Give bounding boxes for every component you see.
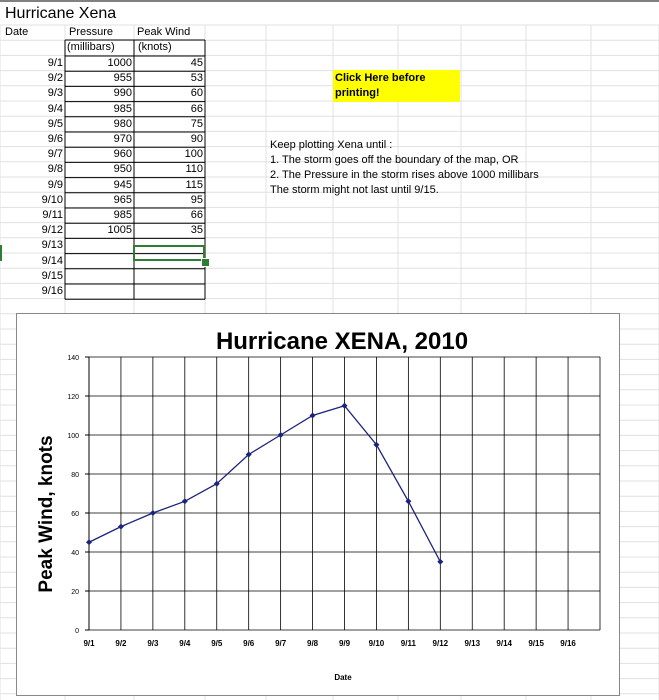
wind-cell[interactable]: 115 [185, 178, 203, 191]
x-tick-label: 9/13 [464, 639, 481, 648]
date-header: Date [5, 26, 29, 38]
y-tick-label: 0 [75, 628, 79, 635]
instruction-line: Keep plotting Xena until : [270, 139, 393, 151]
data-point [437, 559, 443, 565]
chart-y-axis-label: Peak Wind, knots [36, 435, 57, 593]
x-tick-label: 9/7 [275, 639, 287, 648]
selected-cell[interactable] [133, 245, 205, 261]
date-cell[interactable]: 9/7 [47, 148, 63, 161]
data-point [278, 432, 284, 438]
print-note-button[interactable] [333, 70, 460, 102]
y-tick-label: 20 [71, 589, 79, 596]
wind-cell[interactable] [135, 284, 203, 299]
date-cell[interactable]: 9/10 [41, 193, 63, 206]
instruction-line: The storm might not last until 9/15. [270, 184, 439, 196]
pressure-header: Pressure [69, 26, 114, 38]
pressure-cell[interactable]: 965 [113, 193, 132, 206]
date-cell[interactable]: 9/8 [47, 163, 63, 176]
date-cell[interactable]: 9/5 [47, 117, 63, 130]
series-line [89, 406, 440, 562]
wind-cell[interactable]: 66 [190, 209, 203, 221]
y-tick-label: 140 [67, 355, 79, 362]
data-point [182, 498, 188, 504]
pressure-cell[interactable] [66, 238, 132, 253]
fill-handle[interactable] [201, 258, 210, 267]
date-cell[interactable]: 9/4 [47, 102, 63, 115]
x-tick-label: 9/10 [368, 639, 385, 648]
print-note-line2: printing! [335, 87, 380, 99]
wind-cell[interactable]: 75 [190, 117, 203, 130]
data-point [150, 510, 156, 516]
x-tick-label: 9/15 [528, 639, 544, 648]
pressure-cell[interactable] [66, 269, 132, 284]
date-cell[interactable]: 9/15 [41, 269, 63, 282]
date-cell[interactable]: 9/2 [47, 72, 63, 85]
chart-title: Hurricane XENA, 2010 [215, 328, 469, 355]
x-tick-label: 9/5 [211, 639, 223, 648]
data-point [118, 524, 124, 530]
wind-cell[interactable]: 95 [190, 193, 203, 206]
date-cell[interactable]: 9/13 [41, 239, 63, 252]
wind-cell[interactable]: 110 [185, 163, 203, 176]
x-tick-label: 9/9 [338, 639, 351, 648]
x-tick-label: 9/14 [496, 639, 512, 648]
data-point [86, 539, 92, 545]
x-tick-label: 9/16 [560, 639, 576, 648]
print-note-line1: Click Here before [335, 72, 426, 84]
pressure-cell[interactable]: 985 [113, 209, 132, 221]
pressure-cell[interactable]: 980 [113, 117, 132, 130]
chart-object[interactable] [16, 313, 620, 696]
x-tick-label: 9/1 [83, 639, 95, 648]
pressure-cell[interactable]: 960 [113, 148, 132, 161]
wind-units: (knots) [138, 41, 172, 53]
date-cell[interactable]: 9/3 [47, 87, 63, 100]
data-point [405, 498, 411, 504]
pressure-cell[interactable]: 950 [113, 163, 132, 176]
x-tick-label: 9/4 [179, 639, 191, 648]
wind-cell[interactable]: 90 [190, 133, 203, 145]
pressure-units: (millibars) [67, 41, 115, 53]
pressure-cell[interactable]: 945 [113, 178, 132, 191]
wind-cell[interactable]: 100 [184, 148, 203, 161]
pressure-cell[interactable]: 1005 [107, 224, 132, 237]
wind-cell[interactable] [135, 269, 203, 284]
date-cell[interactable]: 9/1 [47, 57, 63, 69]
pressure-cell[interactable]: 985 [113, 102, 132, 115]
y-tick-label: 40 [71, 550, 79, 557]
wind-chart [17, 314, 619, 695]
instruction-line: 1. The storm goes off the boundary of the map, OR [270, 154, 519, 166]
wind-header: Peak Wind [137, 26, 191, 38]
date-cell[interactable]: 9/14 [41, 254, 63, 267]
date-cell[interactable]: 9/9 [47, 178, 63, 191]
y-tick-label: 80 [71, 472, 79, 479]
x-tick-label: 9/11 [400, 639, 416, 648]
y-tick-label: 100 [67, 433, 79, 440]
wind-cell[interactable]: 35 [190, 224, 203, 237]
pressure-cell[interactable]: 970 [113, 133, 132, 145]
sheet-title: Hurricane Xena [5, 5, 117, 22]
x-tick-label: 9/12 [432, 639, 449, 648]
date-cell[interactable]: 9/11 [42, 209, 63, 221]
wind-cell[interactable]: 53 [190, 72, 203, 85]
instructions [270, 138, 539, 198]
y-tick-label: 60 [71, 511, 79, 518]
y-tick-label: 120 [67, 394, 79, 401]
pressure-cell[interactable] [66, 284, 132, 299]
pressure-cell[interactable]: 990 [113, 87, 132, 100]
pressure-cell[interactable]: 1000 [107, 57, 132, 69]
active-row-marker [0, 245, 2, 261]
date-cell[interactable]: 9/12 [41, 224, 63, 237]
pressure-cell[interactable]: 955 [113, 72, 132, 85]
wind-cell[interactable]: 66 [190, 102, 203, 115]
wind-cell[interactable]: 45 [190, 57, 203, 69]
date-cell[interactable]: 9/6 [47, 133, 63, 145]
x-tick-label: 9/6 [243, 639, 255, 648]
instruction-line: 2. The Pressure in the storm rises above 1000 millibars [270, 169, 539, 181]
x-tick-label: 9/2 [115, 639, 127, 648]
date-cell[interactable]: 9/16 [41, 285, 63, 297]
chart-x-axis-label: Date [334, 673, 352, 682]
wind-cell[interactable]: 60 [190, 87, 203, 100]
pressure-cell[interactable] [66, 254, 132, 269]
x-tick-label: 9/3 [147, 639, 159, 648]
data-point [310, 413, 316, 419]
x-tick-label: 9/8 [307, 639, 319, 648]
